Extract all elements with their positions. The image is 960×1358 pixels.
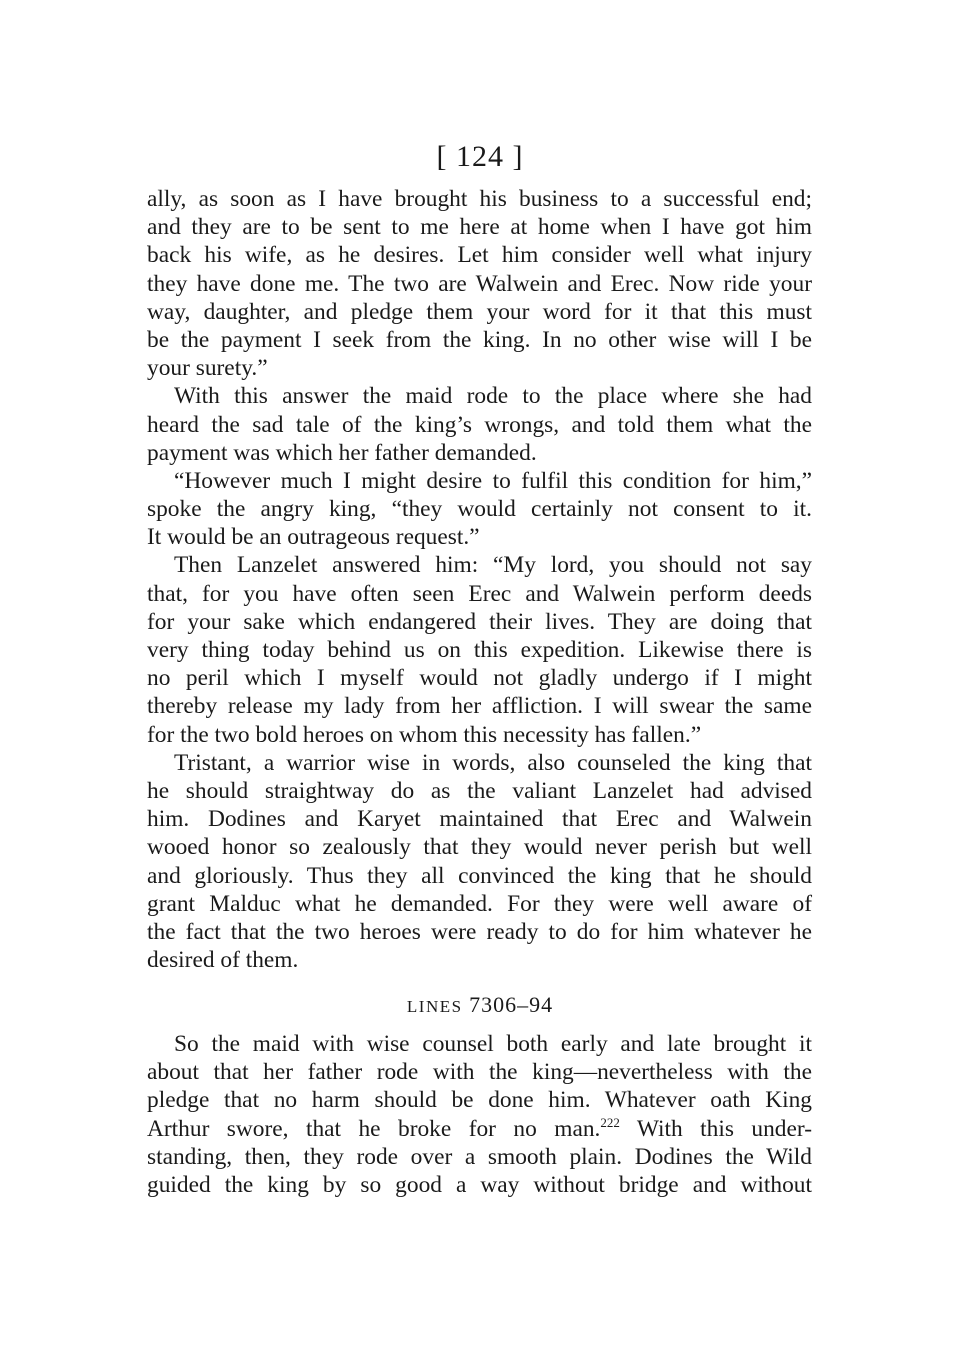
text-line bbox=[147, 354, 812, 382]
text-line bbox=[147, 805, 812, 833]
text-line-content: back his wife, as he desires. Let him consider well what injury bbox=[147, 242, 812, 269]
text-line bbox=[147, 1030, 812, 1058]
text-line-content: So the maid with wise counsel both early and late brought it bbox=[174, 1031, 812, 1057]
text-line bbox=[147, 298, 812, 326]
text-line-content: for the two bold heroes on whom this necessity has fallen.” bbox=[147, 721, 702, 748]
text-line-content: for your sake which endangered their lives. They are doing that bbox=[147, 608, 812, 635]
text-line bbox=[147, 664, 812, 692]
text-line bbox=[147, 636, 812, 664]
text-line bbox=[147, 890, 812, 918]
section-text bbox=[147, 1030, 812, 1199]
text-line-content: him. Dodines and Karyet maintained that Erec and Walwein bbox=[147, 806, 812, 833]
text-line bbox=[147, 495, 812, 523]
text-line-content: “However much I might desire to fulfil this condition for him,” bbox=[174, 467, 812, 494]
text-line bbox=[147, 382, 812, 410]
text-line-content: no peril which I myself would not gladly undergo if I might bbox=[147, 665, 812, 692]
text-line-content: standing, then, they rode over a smooth plain. Dodines the Wild bbox=[147, 1143, 812, 1170]
page-number: [ 124 ] bbox=[436, 140, 524, 173]
text-line bbox=[147, 1115, 812, 1143]
text-line bbox=[147, 1058, 812, 1086]
text-line-content: the fact that the two heroes were ready to do for him whatever he bbox=[147, 918, 812, 945]
text-line-content: Tristant, a warrior wise in words, also counseled the king that bbox=[174, 749, 812, 776]
text-line-content: be the payment I seek from the king. In no other wise will I be bbox=[147, 326, 812, 353]
text-line bbox=[147, 1171, 812, 1199]
text-line bbox=[147, 833, 812, 861]
text-line-content: pledge that no harm should be done him. Whatever oath King bbox=[147, 1087, 812, 1114]
text-line bbox=[147, 467, 812, 495]
section-heading bbox=[0, 992, 960, 1018]
text-line-content: guided the king by so good a way without bridge and without bbox=[147, 1171, 812, 1198]
text-line-content: payment was which her father demanded. bbox=[147, 439, 537, 466]
text-line-content: they have done me. The two are Walwein and Erec. Now ride your bbox=[147, 270, 812, 297]
text-line bbox=[147, 411, 812, 439]
text-line-content: wooed honor so zealously that they would never perish but well bbox=[147, 834, 812, 861]
text-line-content: ally, as soon as I have brought his business to a successful end; bbox=[147, 186, 812, 212]
text-line bbox=[147, 551, 812, 579]
text-line bbox=[147, 721, 812, 749]
text-line-content: that, for you have often seen Erec and Walwein perform deeds bbox=[147, 580, 812, 607]
text-line-content: way, daughter, and pledge them your word for it that this must bbox=[147, 298, 812, 325]
text-line-content: about that her father rode with the king—nevertheless with the bbox=[147, 1059, 812, 1086]
text-line bbox=[147, 213, 812, 241]
text-line bbox=[147, 777, 812, 805]
text-line-continuation: With this under- bbox=[619, 1115, 812, 1142]
text-line-content: Arthur swore, that he broke for no man. bbox=[147, 1115, 601, 1142]
text-line bbox=[147, 749, 812, 777]
text-line-content: spoke the angry king, “they would certainly not consent to it. bbox=[147, 496, 812, 523]
text-line bbox=[147, 918, 812, 946]
footnote-marker: 222 bbox=[600, 1114, 620, 1130]
text-line bbox=[147, 1143, 812, 1171]
text-line-content: grant Malduc what he demanded. For they were well aware of bbox=[147, 890, 812, 917]
text-line-content: and they are to be sent to me here at home when I have got him bbox=[147, 214, 812, 241]
text-line bbox=[147, 185, 812, 213]
text-line-content: and gloriously. Thus they all convinced the king that he should bbox=[147, 862, 812, 889]
text-line-content: It would be an outrageous request.” bbox=[147, 524, 480, 551]
text-line-content: very thing today behind us on this expedition. Likewise there is bbox=[147, 637, 812, 663]
text-line bbox=[147, 326, 812, 354]
text-line bbox=[147, 523, 812, 551]
text-line bbox=[147, 580, 812, 608]
text-line bbox=[147, 439, 812, 467]
section-heading-range: 7306–94 bbox=[469, 992, 554, 1017]
text-line bbox=[147, 1086, 812, 1114]
text-line bbox=[147, 692, 812, 720]
text-line bbox=[147, 241, 812, 269]
text-line-content: With this answer the maid rode to the place where she had bbox=[174, 383, 812, 410]
text-line bbox=[147, 270, 812, 298]
text-line-content: thereby release my lady from her affliction. I will swear the same bbox=[147, 693, 812, 720]
text-line-content: your surety.” bbox=[147, 355, 268, 382]
text-line bbox=[147, 862, 812, 890]
section-heading-label: LINES bbox=[406, 997, 463, 1016]
text-line bbox=[147, 946, 812, 974]
body-text bbox=[147, 185, 812, 974]
text-line bbox=[147, 608, 812, 636]
text-line-content: heard the sad tale of the king’s wrongs, and told them what the bbox=[147, 411, 812, 438]
text-line-content: desired of them. bbox=[147, 947, 299, 974]
text-line-content: Then Lanzelet answered him: “My lord, you should not say bbox=[174, 552, 812, 579]
text-line-content: he should straightway do as the valiant Lanzelet had advised bbox=[147, 777, 812, 804]
